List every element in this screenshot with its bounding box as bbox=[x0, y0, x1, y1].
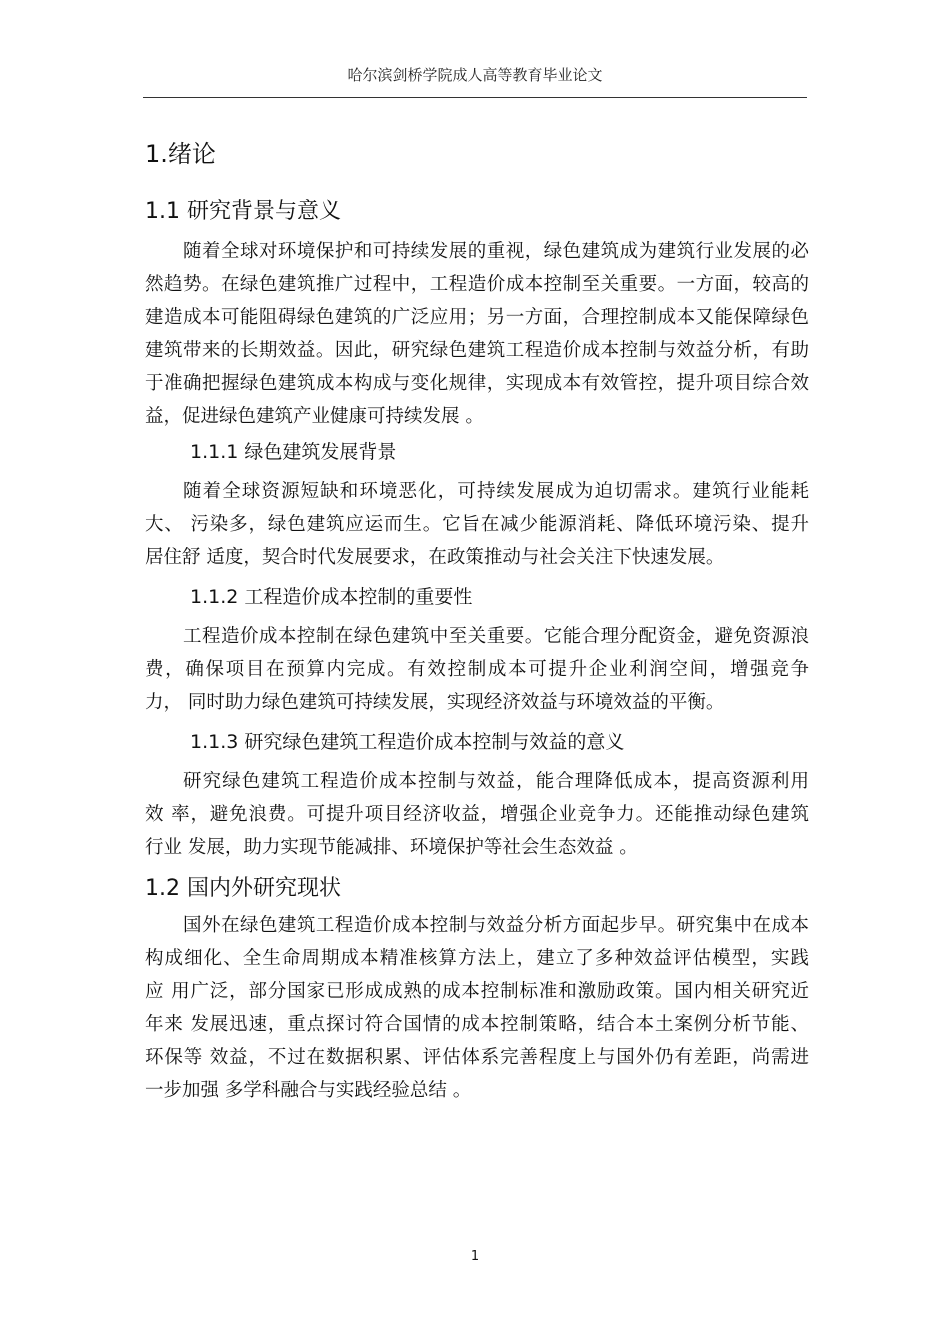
running-header: 哈尔滨剑桥学院成人高等教育毕业论文 bbox=[347, 66, 603, 84]
text-line: 应 用广泛，部分国家已形成成熟的成本控制标准和激励政策。国内相关研究近 bbox=[145, 981, 809, 1002]
paragraph bbox=[145, 235, 809, 433]
text-line: 国外在绿色建筑工程造价成本控制与效益分析方面起步早。研究集中在成本 bbox=[183, 915, 809, 936]
text-line: 一步加强 多学科融合与实践经验总结 。 bbox=[145, 1080, 472, 1101]
text-line: 随着全球对环境保护和可持续发展的重视，绿色建筑成为建筑行业发展的必 bbox=[183, 241, 809, 262]
text-line: 费，确保项目在预算内完成。有效控制成本可提升企业利润空间，增强竞争 bbox=[145, 659, 809, 680]
text-line: 行业 发展，助力实现节能减排、环境保护等社会生态效益 。 bbox=[145, 837, 638, 858]
text-line: 效 率，避免浪费。可提升项目经济收益，增强企业竞争力。还能推动绿色建筑 bbox=[145, 804, 809, 825]
text-line: 建筑带来的长期效益。因此，研究绿色建筑工程造价成本控制与效益分析，有助 bbox=[145, 340, 809, 361]
text-line: 于准确把握绿色建筑成本构成与变化规律，实现成本有效管控，提升项目综合效 bbox=[145, 373, 809, 394]
chapter-title: 1.绪论 bbox=[145, 140, 216, 168]
section-heading: 1.1 研究背景与意义 bbox=[145, 199, 341, 224]
text-line: 建造成本可能阻碍绿色建筑的广泛应用；另一方面，合理控制成本又能保障绿色 bbox=[145, 307, 809, 328]
page-number: 1 bbox=[470, 1249, 480, 1264]
paragraph bbox=[145, 909, 809, 1107]
text-line: 构成细化、全生命周期成本精准核算方法上，建立了多种效益评估模型，实践 bbox=[145, 948, 809, 969]
paragraph bbox=[145, 475, 809, 574]
text-line: 环保等 效益，不过在数据积累、评估体系完善程度上与国外仍有差距，尚需进 bbox=[145, 1047, 809, 1068]
text-line: 工程造价成本控制在绿色建筑中至关重要。它能合理分配资金，避免资源浪 bbox=[183, 626, 809, 647]
text-line: 随着全球资源短缺和环境恶化，可持续发展成为迫切需求。建筑行业能耗 bbox=[183, 481, 809, 502]
subsection-heading: 1.1.3 研究绿色建筑工程造价成本控制与效益的意义 bbox=[190, 731, 625, 753]
text-line: 益，促进绿色建筑产业健康可持续发展 。 bbox=[145, 406, 484, 427]
header-rule bbox=[143, 97, 807, 98]
paragraph bbox=[145, 620, 809, 719]
text-line: 居住舒 适度，契合时代发展要求，在政策推动与社会关注下快速发展。 bbox=[145, 547, 725, 568]
section-heading: 1.2 国内外研究现状 bbox=[145, 876, 341, 901]
subsection-heading: 1.1.2 工程造价成本控制的重要性 bbox=[190, 586, 473, 608]
text-line: 研究绿色建筑工程造价成本控制与效益，能合理降低成本，提高资源利用 bbox=[183, 771, 809, 792]
paragraph bbox=[145, 765, 809, 864]
text-line: 年来 发展迅速，重点探讨符合国情的成本控制策略，结合本土案例分析节能、 bbox=[145, 1014, 809, 1035]
text-line: 然趋势。在绿色建筑推广过程中，工程造价成本控制至关重要。一方面，较高的 bbox=[145, 274, 809, 295]
text-line: 力， 同时助力绿色建筑可持续发展，实现经济效益与环境效益的平衡。 bbox=[145, 692, 725, 713]
subsection-heading: 1.1.1 绿色建筑发展背景 bbox=[190, 441, 397, 463]
text-line: 大、 污染多，绿色建筑应运而生。它旨在减少能源消耗、降低环境污染、提升 bbox=[145, 514, 809, 535]
